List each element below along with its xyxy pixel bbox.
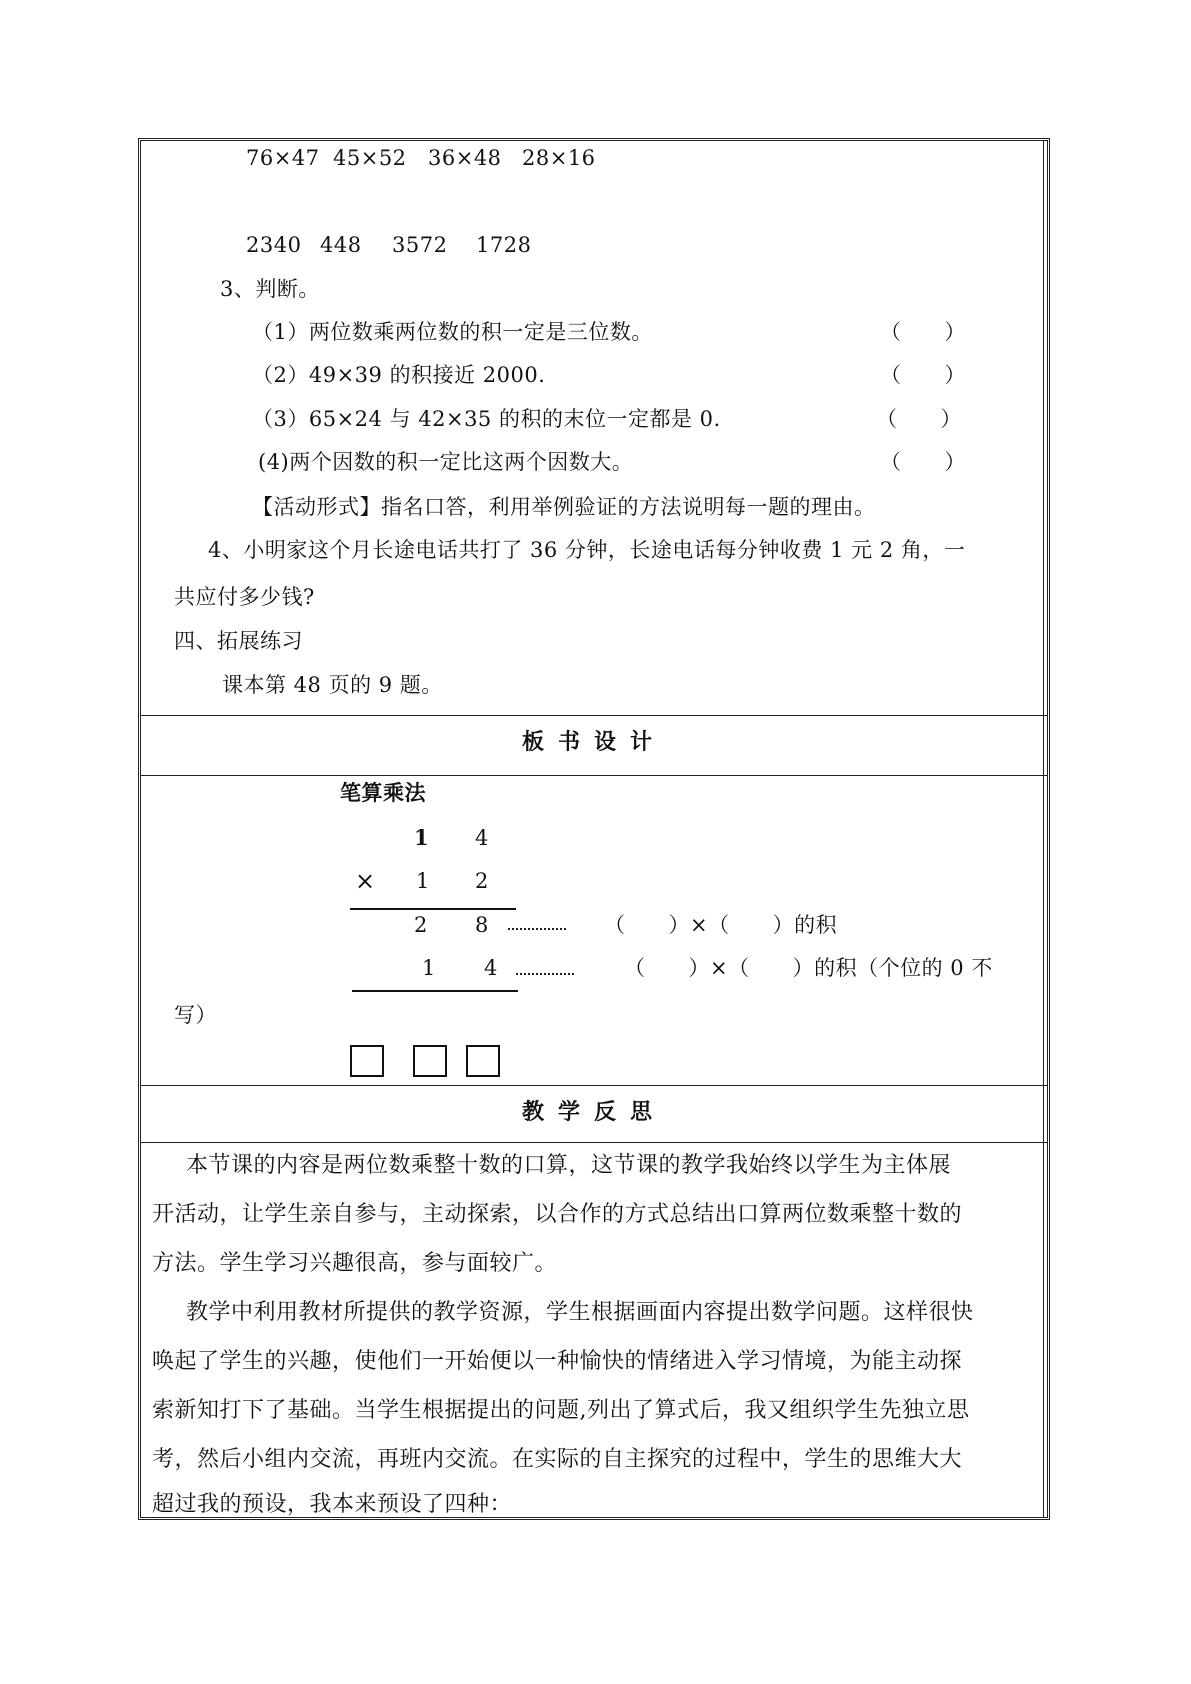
reflection-header: 教学反思: [521, 1099, 666, 1125]
blank-box-3: [466, 1045, 500, 1077]
reflection-p2-line-2: 唤起了学生的兴趣，使他们一开始便以一种愉快的情绪进入学习情境，为能主动探: [152, 1349, 963, 1374]
leader-dots-2: [516, 973, 574, 975]
second-digit-2: 2: [475, 869, 489, 893]
partial1-digit-2: 8: [475, 913, 489, 937]
partial2-digit-1: 1: [422, 956, 436, 980]
reflection-p2-line-1: 教学中利用教材所提供的教学资源，学生根据画面内容提出数学问题。这样很快: [186, 1300, 974, 1325]
reflection-p2-line-3: 索新知打下了基础。当学生根据提出的问题,列出了算式后，我又组织学生先独立思: [152, 1398, 970, 1423]
section-4-text: 课本第 48 页的 9 题。: [222, 673, 443, 697]
second-digit-1: 1: [416, 869, 430, 893]
q3-paren-1: （ ）: [880, 320, 966, 344]
q3-paren-4: （ ）: [880, 450, 966, 474]
divider-1: [141, 715, 1047, 716]
q3-paren-3: （ ）: [876, 407, 962, 431]
board-design-header: 板书设计: [521, 729, 666, 755]
blank-box-1: [350, 1045, 384, 1077]
q3-title: 3、判断。: [220, 277, 320, 301]
top-digit-2: 4: [475, 826, 489, 850]
reflection-p2-line-4: 考，然后小组内交流，再班内交流。在实际的自主探究的过程中，学生的思维大大: [152, 1447, 963, 1472]
answer-3: 3572: [392, 233, 448, 257]
answer-1: 2340: [246, 233, 302, 257]
times-sign: ×: [355, 867, 376, 895]
top-digit-1: 1: [414, 825, 430, 850]
product-line-2: [352, 990, 518, 992]
blank-box-2: [413, 1045, 447, 1077]
expr-4: 28×16: [522, 146, 596, 170]
expr-1: 76×47: [246, 146, 320, 170]
expr-2: 45×52: [333, 146, 407, 170]
reflection-p1-line-1: 本节课的内容是两位数乘整十数的口算，这节课的教学我始终以学生为主体展: [186, 1153, 952, 1178]
partial2-digit-2: 4: [484, 956, 498, 980]
product-line-1: [350, 908, 516, 910]
q3-item-3: （3）65×24 与 42×35 的积的末位一定都是 0.: [252, 407, 721, 431]
divider-4: [141, 1142, 1047, 1143]
partial2-label-cont: 写）: [174, 1003, 217, 1027]
divider-2: [141, 775, 1047, 776]
q4-line-1: 4、小明家这个月长途电话共打了 36 分钟，长途电话每分钟收费 1 元 2 角，一: [208, 538, 966, 562]
reflection-p1-line-2: 开活动，让学生亲自参与，主动探索，以合作的方式总结出口算两位数乘整十数的: [152, 1202, 963, 1227]
q3-item-1: （1）两位数乘两位数的积一定是三位数。: [252, 320, 653, 344]
divider-3: [141, 1085, 1047, 1086]
answer-4: 1728: [476, 233, 532, 257]
q3-item-2: （2）49×39 的积接近 2000.: [252, 363, 546, 387]
leader-dots-1: [508, 928, 566, 930]
reflection-p1-line-3: 方法。学生学习兴趣很高，参与面较广。: [152, 1251, 558, 1276]
q4-line-2: 共应付多少钱?: [174, 585, 315, 609]
answer-2: 448: [320, 233, 362, 257]
partial2-label: （ ）×（ ）的积（个位的 0 不: [624, 956, 993, 980]
board-title: 笔算乘法: [340, 780, 426, 805]
partial1-digit-1: 2: [414, 913, 428, 937]
expr-3: 36×48: [428, 146, 502, 170]
section-4-title: 四、拓展练习: [174, 629, 303, 653]
activity-note: 【活动形式】指名口答，利用举例验证的方法说明每一题的理由。: [252, 495, 876, 519]
reflection-p2-line-5: 超过我的预设，我本来预设了四种：: [152, 1492, 513, 1517]
partial1-label: （ ）×（ ）的积: [604, 913, 838, 937]
q3-paren-2: （ ）: [880, 363, 966, 387]
q3-item-4: (4)两个因数的积一定比这两个因数大。: [258, 450, 634, 474]
